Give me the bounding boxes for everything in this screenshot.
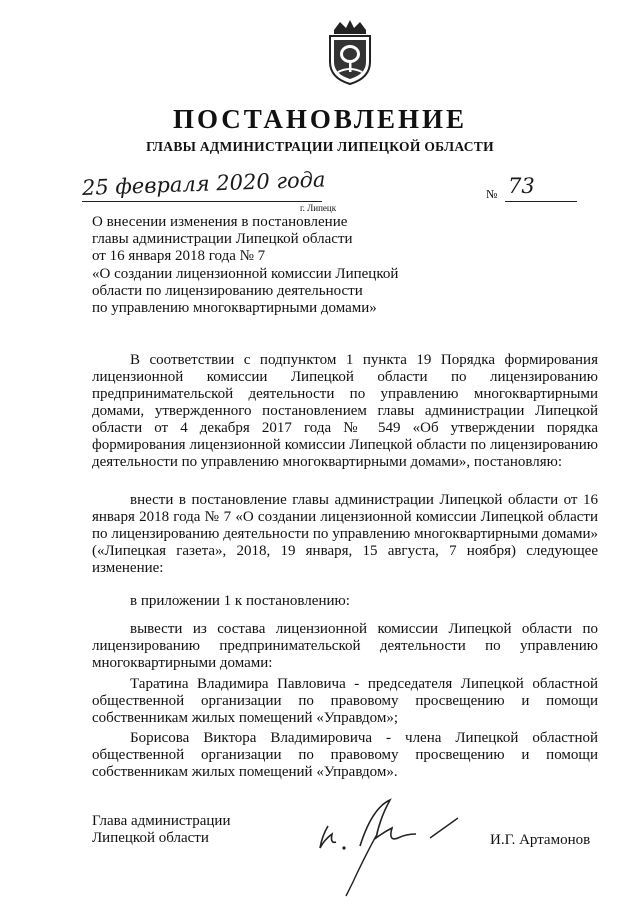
- paragraph-preamble: [92, 352, 598, 471]
- document-title: ПОСТАНОВЛЕНИЕ: [172, 104, 468, 134]
- subject-line: области по лицензированию деятельности: [92, 282, 363, 299]
- subject-line: «О создании лицензионной комиссии Липецкой: [92, 265, 399, 282]
- number-underline: [505, 201, 577, 202]
- number-label: №: [486, 187, 498, 201]
- paragraph-text: Борисова Виктора Владимировича - члена Липецкой областной общественной организации по правовому просвещению и помощи собственникам жилых помещений «Управдом».: [92, 730, 598, 780]
- paragraph-text: вывести из состава лицензионной комиссии Липецкой области по лицензированию предпринимательской деятельности по управлению многоквартирными домами:: [92, 621, 598, 671]
- subject-line: О внесении изменения в постановление: [92, 214, 348, 230]
- document-subtitle: ГЛАВЫ АДМИНИСТРАЦИИ ЛИПЕЦКОЙ ОБЛАСТИ: [146, 139, 494, 154]
- paragraph-amendment: [92, 492, 598, 577]
- subject-line: от 16 января 2018 года № 7: [92, 248, 266, 265]
- paragraph-member-borisov: [92, 730, 598, 781]
- signatory-name: И.Г. Артамонов: [490, 832, 591, 848]
- coat-of-arms-icon: [324, 18, 376, 86]
- signatory-position: [92, 813, 230, 847]
- subject-line: главы администрации Липецкой области: [92, 231, 353, 248]
- paragraph-text: Таратина Владимира Павловича - председателя Липецкой областной общественной организации по правовому просвещению и помощи собственникам жилых помещений «Управдом»;: [92, 676, 598, 726]
- handwritten-signature: [280, 788, 480, 898]
- position-line: Липецкой области: [92, 830, 209, 846]
- subject-line: по управлению многоквартирными домами»: [92, 300, 377, 317]
- subject-block: [92, 214, 398, 317]
- number-handwritten: 73: [508, 174, 535, 198]
- paragraph-text: в приложении 1 к постановлению:: [130, 593, 350, 609]
- position-line: Глава администрации: [92, 813, 231, 829]
- city-label: г. Липецк: [300, 203, 337, 213]
- date-underline: [82, 201, 322, 202]
- date-handwritten: 25 февраля 2020 года: [81, 167, 326, 200]
- paragraph-appendix: [92, 593, 598, 610]
- paragraph-text: внести в постановление главы администрации Липецкой области от 16 января 2018 года № 7 «О создании лицензионной комиссии Липецкой области по лицензированию деятельности по управлению многоквартирными домами» («Липецкая газета», 2018, 19 января, 15 августа, 7 ноября) следующее изменение:: [92, 492, 598, 576]
- paragraph-remove: [92, 621, 598, 672]
- paragraph-member-taratin: [92, 676, 598, 727]
- paragraph-text: В соответствии с подпунктом 1 пункта 19 Порядка формирования лицензионной комиссии Липецкой области по лицензированию предпринимательской деятельности по управлению многоквартирными домами, утвержденного постановлением главы администрации Липецкой области от 4 декабря 2017 года № 549 «Об утверждении порядка формирования лицензионной комиссии Липецкой области по лицензированию деятельности по управлению многоквартирными домами», постановляю:: [92, 352, 598, 470]
